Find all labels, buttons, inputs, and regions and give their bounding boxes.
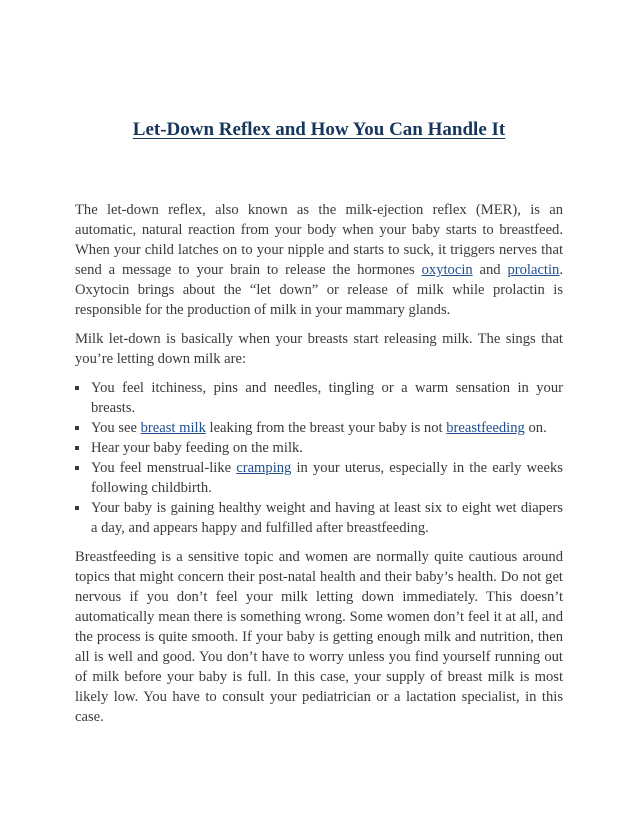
breastfeeding-link[interactable]: breastfeeding [446,420,525,436]
closing-paragraph: Breastfeeding is a sensitive topic and women are normally quite cautious around topics that might concern their post-natal health and their baby’s health. Do not get nervous if you don’t feel your milk letting down immediately. This doesn’t automatically mean there is something wrong. Some women don’t feel it at all, and the process is quite smooth. If your baby is getting enough milk and nutrition, then all is well and good. You don’t have to worry unless you find yourself running out of milk before your baby is full. In this case, your supply of breast milk is most likely low. You have to consult your pediatrician or a lactation specialist, in this case. [75,549,563,725]
document-body [75,200,563,736]
intro-text-and: and [472,262,508,278]
square-bullet-icon [75,466,79,470]
list-item-text: Hear your baby feeding on the milk. [91,440,303,456]
page-title: Let-Down Reflex and How You Can Handle It [132,119,506,140]
square-bullet-icon [75,386,79,390]
list-item-text: Your baby is gaining healthy weight and having at least six to eight wet diapers a day, and appears happy and fulfilled after breastfeeding. [91,500,563,536]
list-item [75,418,563,438]
intro-paragraph [75,200,563,320]
list-item [75,458,563,498]
prolactin-link[interactable]: prolactin [507,262,560,278]
list-item [75,378,563,418]
signs-list [75,378,563,538]
list-item-text: You feel itchiness, pins and needles, tingling or a warm sensation in your breasts. [91,380,563,416]
square-bullet-icon [75,446,79,450]
list-item [75,438,563,458]
oxytocin-link[interactable]: oxytocin [421,262,473,278]
cramping-link[interactable]: cramping [236,460,292,476]
intro-text-end: . Oxytocin brings about the “let down” or release of milk while prolactin is responsible for the production of milk in your mammary glands. [75,262,563,318]
list-item-text-middle: leaking from the breast your baby is not [205,420,447,436]
list-item [75,498,563,538]
list-item-text-start: You see [91,420,141,436]
list-item-text-start: You feel menstrual-like [91,460,237,476]
square-bullet-icon [75,426,79,430]
square-bullet-icon [75,506,79,510]
breast-milk-link[interactable]: breast milk [140,420,206,436]
list-item-text-end: on. [524,420,547,436]
signs-intro-paragraph: Milk let-down is basically when your breasts start releasing milk. The sings that you’re letting down milk are: [75,331,563,367]
intro-text-start: The let-down reflex, also known as the milk-ejection reflex (MER), is an automatic, natural reaction from your body when your baby starts to breastfeed. When your child latches on to your nipple and starts to suck, it triggers nerves that send a message to your brain to release the hormones [75,202,563,278]
list-item-text-end: in your uterus, especially in the early weeks following childbirth. [91,460,563,496]
